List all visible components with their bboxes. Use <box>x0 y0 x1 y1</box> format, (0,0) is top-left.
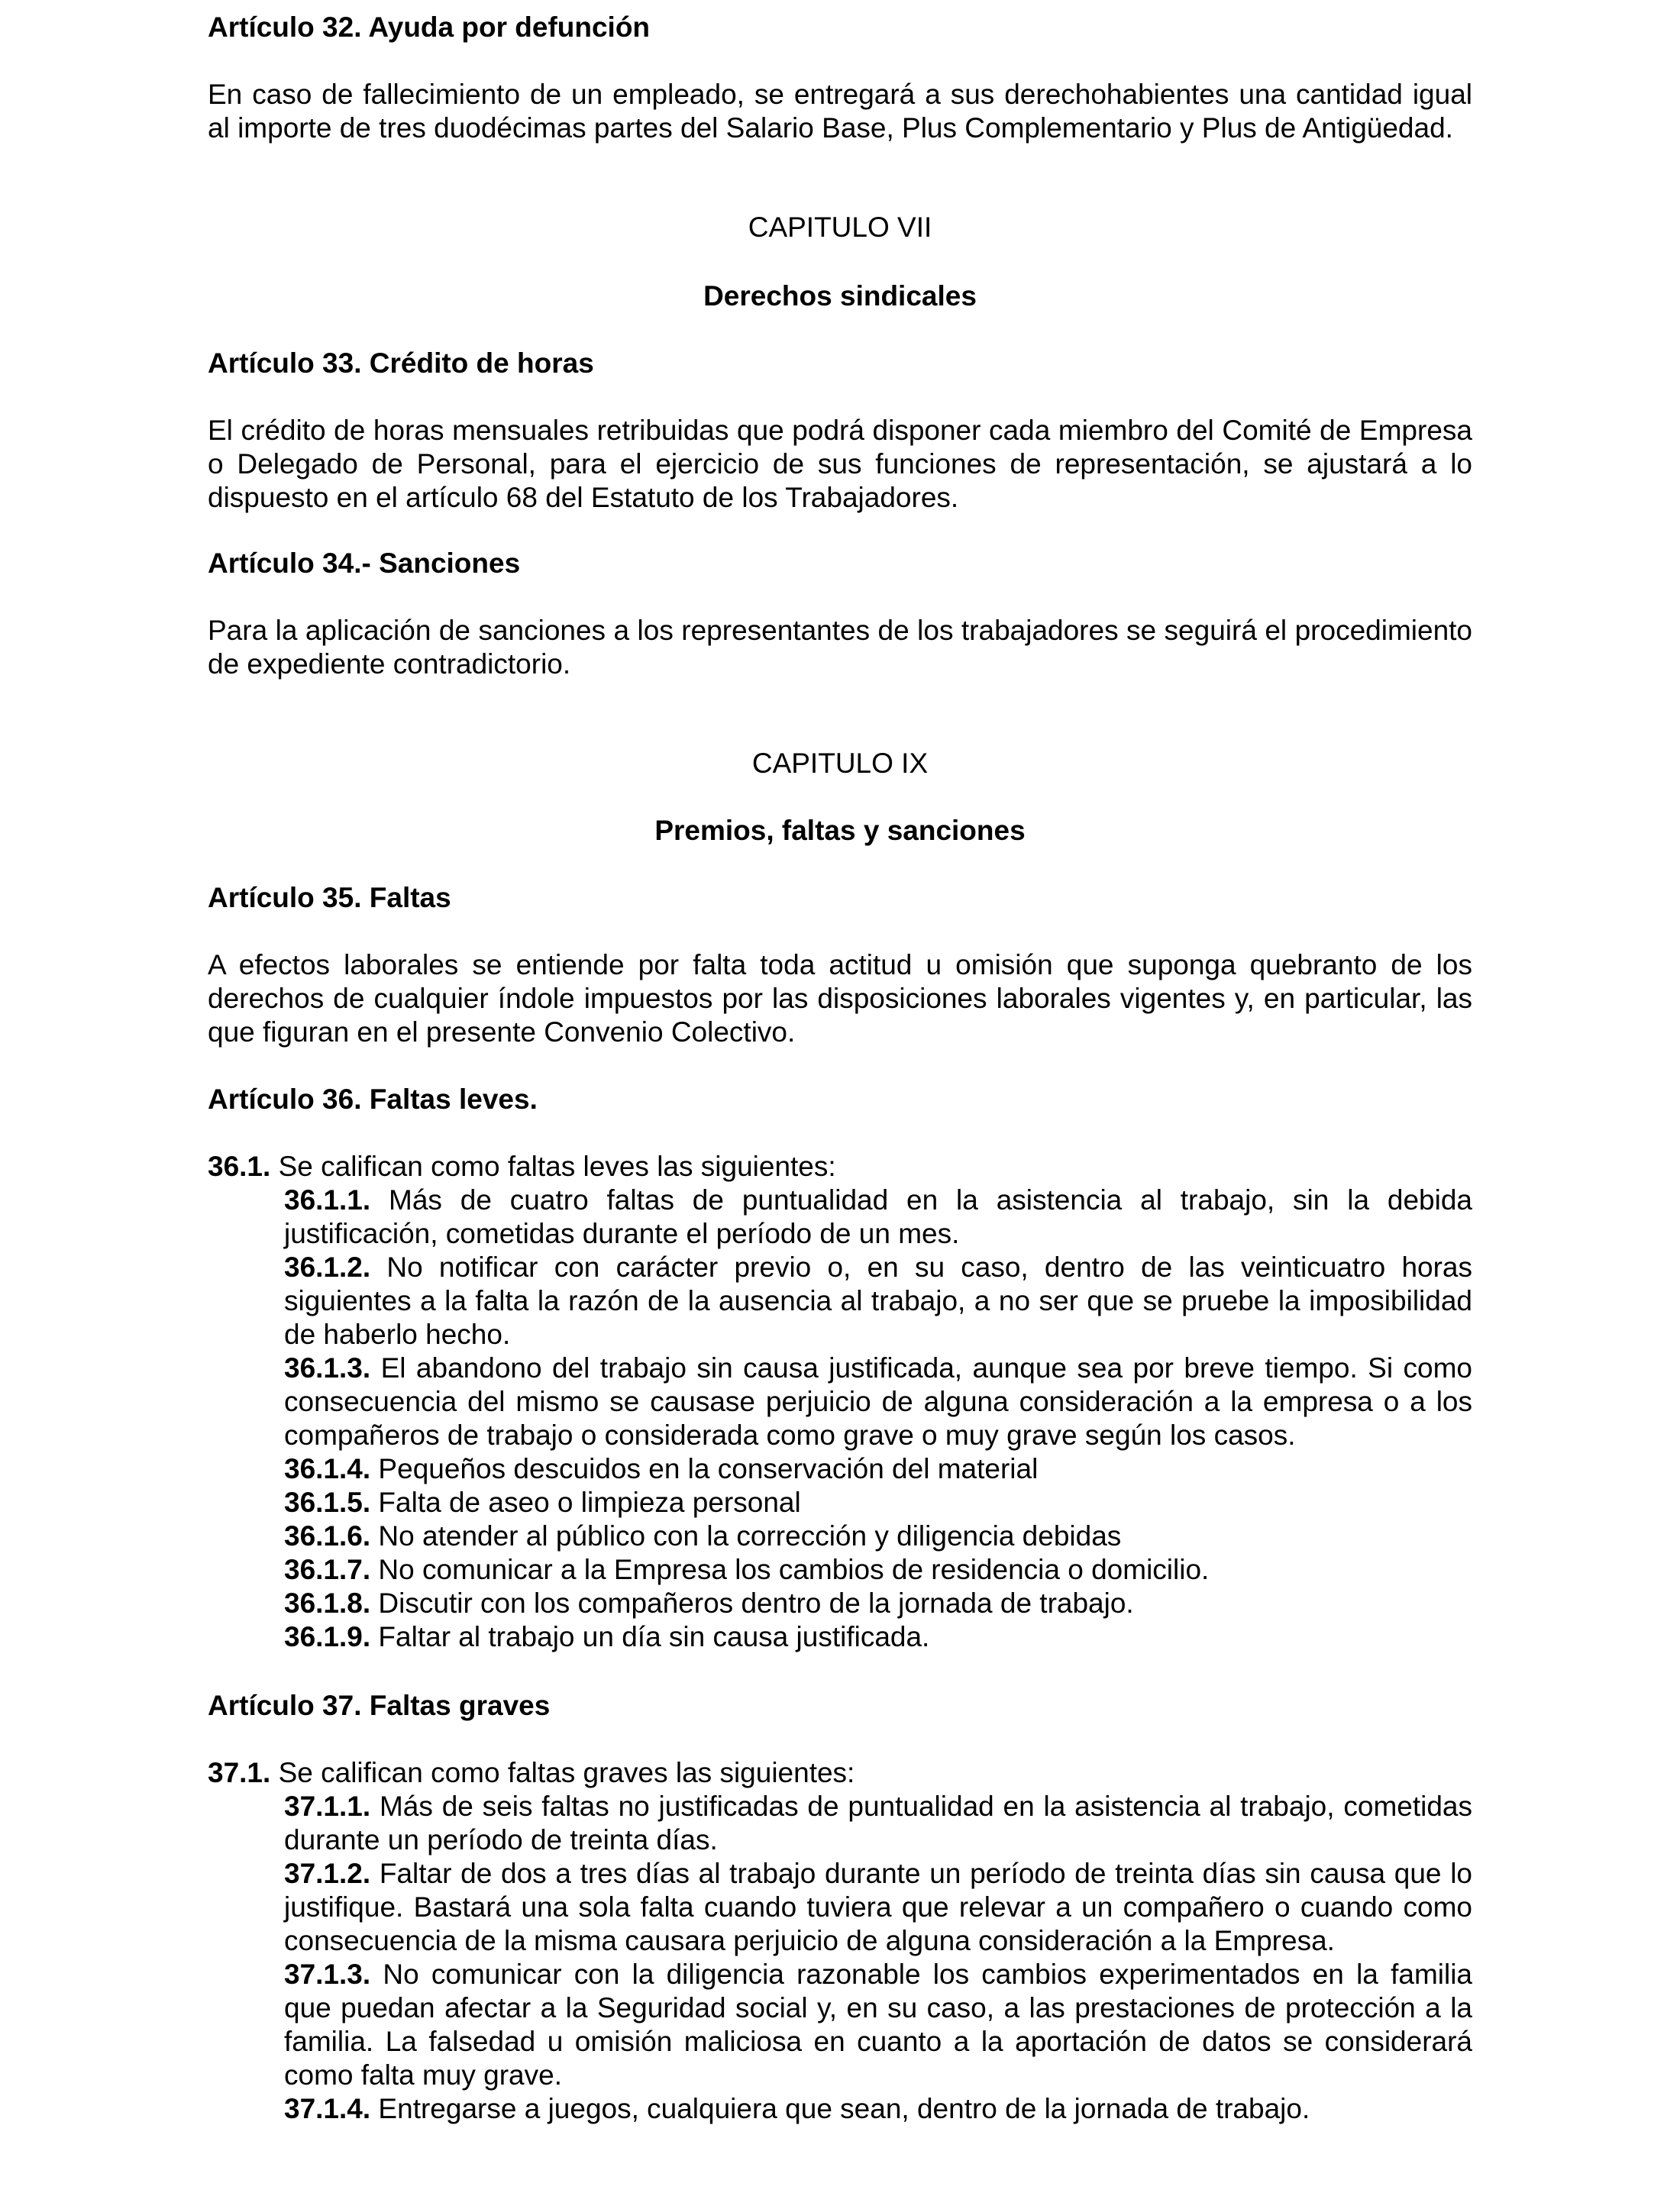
cap9-subtitle: Premios, faltas y sanciones <box>654 815 1026 846</box>
list-item <box>208 2092 1472 2126</box>
item-text: No comunicar a la Empresa los cambios de residencia o domicilio. <box>370 1554 1210 1585</box>
list-item <box>208 1251 1472 1352</box>
item-text: Pequeños descuidos en la conservación del material <box>370 1453 1039 1484</box>
item-number: 37.1.2. <box>284 1858 371 1889</box>
item-text: Falta de aseo o limpieza personal <box>370 1487 801 1518</box>
item-number: 36.1.1. <box>284 1184 371 1216</box>
item-number: 36.1.2. <box>284 1252 371 1283</box>
item-number: 37.1.3. <box>284 1959 371 1990</box>
art37-list <box>208 1756 1472 2126</box>
art33-paragraph: El crédito de horas mensuales retribuidas que podrá disponer cada miembro del Comité de Empresa o Delegado de Personal, para el ejercicio de sus funciones de representación, se ajustará a lo dispuesto en el artículo 68 del Estatuto de los Trabajadores. <box>208 415 1472 513</box>
art36-intro <box>208 1150 1472 1184</box>
item-text: Entregarse a juegos, cualquiera que sean, dentro de la jornada de trabajo. <box>370 2093 1310 2124</box>
item-text: No notificar con carácter previo o, en su caso, dentro de las veinticuatro horas siguientes a la falta la razón de la ausencia al trabajo, a no ser que se pruebe la imposibilidad de haberlo hecho. <box>284 1252 1472 1350</box>
item-text: Más de seis faltas no justificadas de puntualidad en la asistencia al trabajo, cometidas durante un período de treinta días. <box>284 1791 1472 1855</box>
item-text: No comunicar con la diligencia razonable los cambios experimentados en la familia que puedan afectar a la Seguridad social y, en su caso, a las prestaciones de protección a la familia. La falsedad u omisión maliciosa en cuanto a la aportación de datos se considerará como falta muy grave. <box>284 1959 1472 2091</box>
item-number: 36.1.3. <box>284 1352 371 1384</box>
cap7-title: CAPITULO VII <box>748 212 932 243</box>
list-item <box>208 1958 1472 2092</box>
art32-heading: Artículo 32. Ayuda por defunción <box>208 11 651 43</box>
list-item <box>208 1352 1472 1452</box>
art35-paragraph: A efectos laborales se entiende por falta toda actitud u omisión que suponga quebranto de los derechos de cualquier índole impuestos por las disposiciones laborales vigentes y, en particular, las que figuran en el presente Convenio Colectivo. <box>208 949 1472 1048</box>
item-text: Faltar de dos a tres días al trabajo durante un período de treinta días sin causa que lo justifique. Bastará una sola falta cuando tuviera que relevar a un compañero o cuando como consecuencia de la misma causara perjuicio de alguna consideración a la Empresa. <box>284 1858 1472 1956</box>
art37-intro <box>208 1756 1472 1790</box>
item-text: Discutir con los compañeros dentro de la jornada de trabajo. <box>370 1587 1134 1619</box>
art36-heading: Artículo 36. Faltas leves. <box>208 1084 538 1115</box>
art36-list <box>208 1150 1472 1654</box>
art36-intro-text: Se califican como faltas leves las siguientes: <box>270 1151 836 1182</box>
art34-paragraph: Para la aplicación de sanciones a los representantes de los trabajadores se seguirá el procedimiento de expediente contradictorio. <box>208 615 1472 680</box>
item-number: 36.1.8. <box>284 1587 371 1619</box>
list-item <box>208 1620 1472 1654</box>
item-number: 36.1.6. <box>284 1520 371 1552</box>
list-item <box>208 1520 1472 1553</box>
list-item <box>208 1452 1472 1486</box>
art34-heading: Artículo 34.- Sanciones <box>208 547 521 579</box>
art36-intro-number: 36.1. <box>208 1151 271 1182</box>
art33-heading: Artículo 33. Crédito de horas <box>208 347 594 379</box>
item-text: Más de cuatro faltas de puntualidad en la asistencia al trabajo, sin la debida justificación, cometidas durante el período de un mes. <box>284 1184 1472 1249</box>
list-item <box>208 1790 1472 1857</box>
art35-heading: Artículo 35. Faltas <box>208 882 451 913</box>
list-item <box>208 1857 1472 1958</box>
list-item <box>208 1587 1472 1620</box>
cap7-subtitle: Derechos sindicales <box>703 280 977 312</box>
item-text: Faltar al trabajo un día sin causa justificada. <box>370 1621 930 1652</box>
item-number: 36.1.5. <box>284 1487 371 1518</box>
item-number: 36.1.4. <box>284 1453 371 1484</box>
cap9-title: CAPITULO IX <box>751 748 929 779</box>
item-number: 36.1.9. <box>284 1621 371 1652</box>
item-text: El abandono del trabajo sin causa justificada, aunque sea por breve tiempo. Si como consecuencia del mismo se causase perjuicio de alguna consideración a la empresa o a los compañeros de trabajo o considerada como grave o muy grave según los casos. <box>284 1352 1472 1451</box>
item-number: 37.1.1. <box>284 1791 371 1822</box>
art32-paragraph: En caso de fallecimiento de un empleado, se entregará a sus derechohabientes una cantidad igual al importe de tres duodécimas partes del Salario Base, Plus Complementario y Plus de Antigüedad. <box>208 79 1472 144</box>
list-item <box>208 1553 1472 1587</box>
list-item <box>208 1184 1472 1251</box>
list-item <box>208 1486 1472 1520</box>
art37-intro-text: Se califican como faltas graves las siguientes: <box>270 1757 855 1788</box>
item-text: No atender al público con la corrección y diligencia debidas <box>370 1520 1122 1552</box>
item-number: 37.1.4. <box>284 2093 371 2124</box>
art37-heading: Artículo 37. Faltas graves <box>208 1690 551 1721</box>
item-number: 36.1.7. <box>284 1554 371 1585</box>
art37-intro-number: 37.1. <box>208 1757 271 1788</box>
